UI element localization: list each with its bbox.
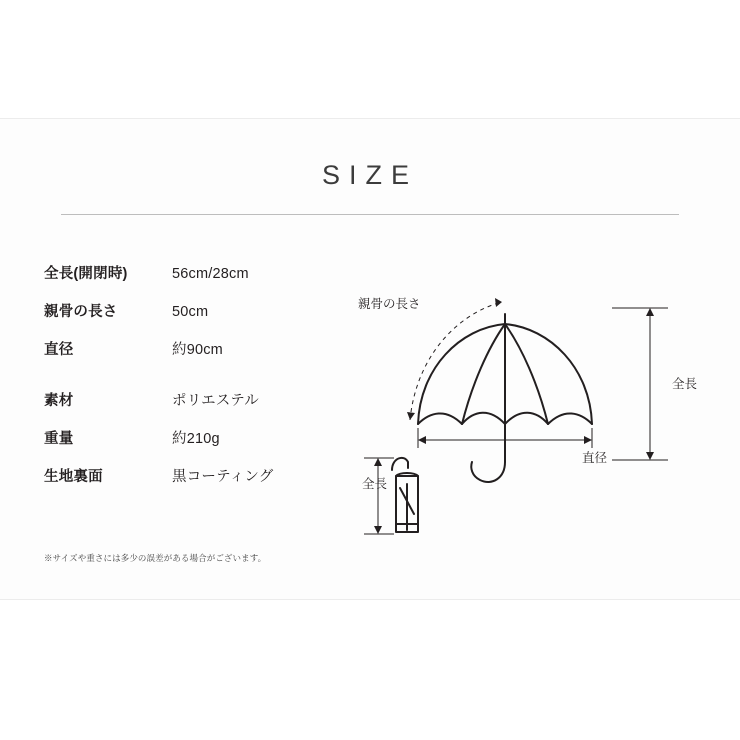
diameter-arrow-right: [584, 436, 592, 444]
page-title: SIZE: [321, 160, 418, 190]
spec-label: 素材: [44, 393, 74, 409]
label-diameter: 直径: [582, 451, 608, 465]
table-row: [44, 389, 344, 410]
spec-table: [44, 262, 344, 503]
table-row: [44, 427, 344, 448]
rib-arrow-head: [495, 298, 502, 307]
left-measure-arrow-top: [374, 458, 382, 466]
spec-value: 約210g: [172, 431, 220, 447]
umbrella-diagram: [350, 262, 698, 552]
spec-label: 生地裏面: [44, 469, 103, 485]
left-measure-arrow-bottom: [374, 526, 382, 534]
spec-label: 直径: [44, 342, 74, 358]
spec-value: 約90cm: [172, 342, 223, 358]
folded-umbrella-icon: [392, 458, 418, 532]
spec-value: ポリエステル: [172, 393, 259, 409]
spec-value: 56cm/28cm: [172, 266, 249, 282]
disclaimer-note: ※サイズや重さには多少の誤差がある場合がございます。: [44, 553, 267, 563]
spec-value: 黒コーティング: [172, 469, 274, 485]
spec-label: 親骨の長さ: [44, 304, 118, 320]
table-row: [44, 300, 344, 321]
title-divider: [61, 214, 679, 215]
diameter-arrow-left: [418, 436, 426, 444]
table-row: [44, 338, 344, 359]
table-row: [44, 465, 344, 486]
right-measure-arrow-top: [646, 308, 654, 316]
right-measure-arrow-bottom: [646, 452, 654, 460]
label-total-length-right: 全長: [672, 377, 698, 391]
spec-label: 重量: [44, 431, 74, 447]
rib-arrow-tail: [407, 412, 415, 420]
label-rib-length: 親骨の長さ: [358, 297, 421, 311]
label-total-length-left: 全長: [362, 477, 388, 491]
spec-label: 全長(開閉時): [44, 266, 128, 282]
table-row: [44, 262, 344, 283]
spec-value: 50cm: [172, 304, 209, 320]
